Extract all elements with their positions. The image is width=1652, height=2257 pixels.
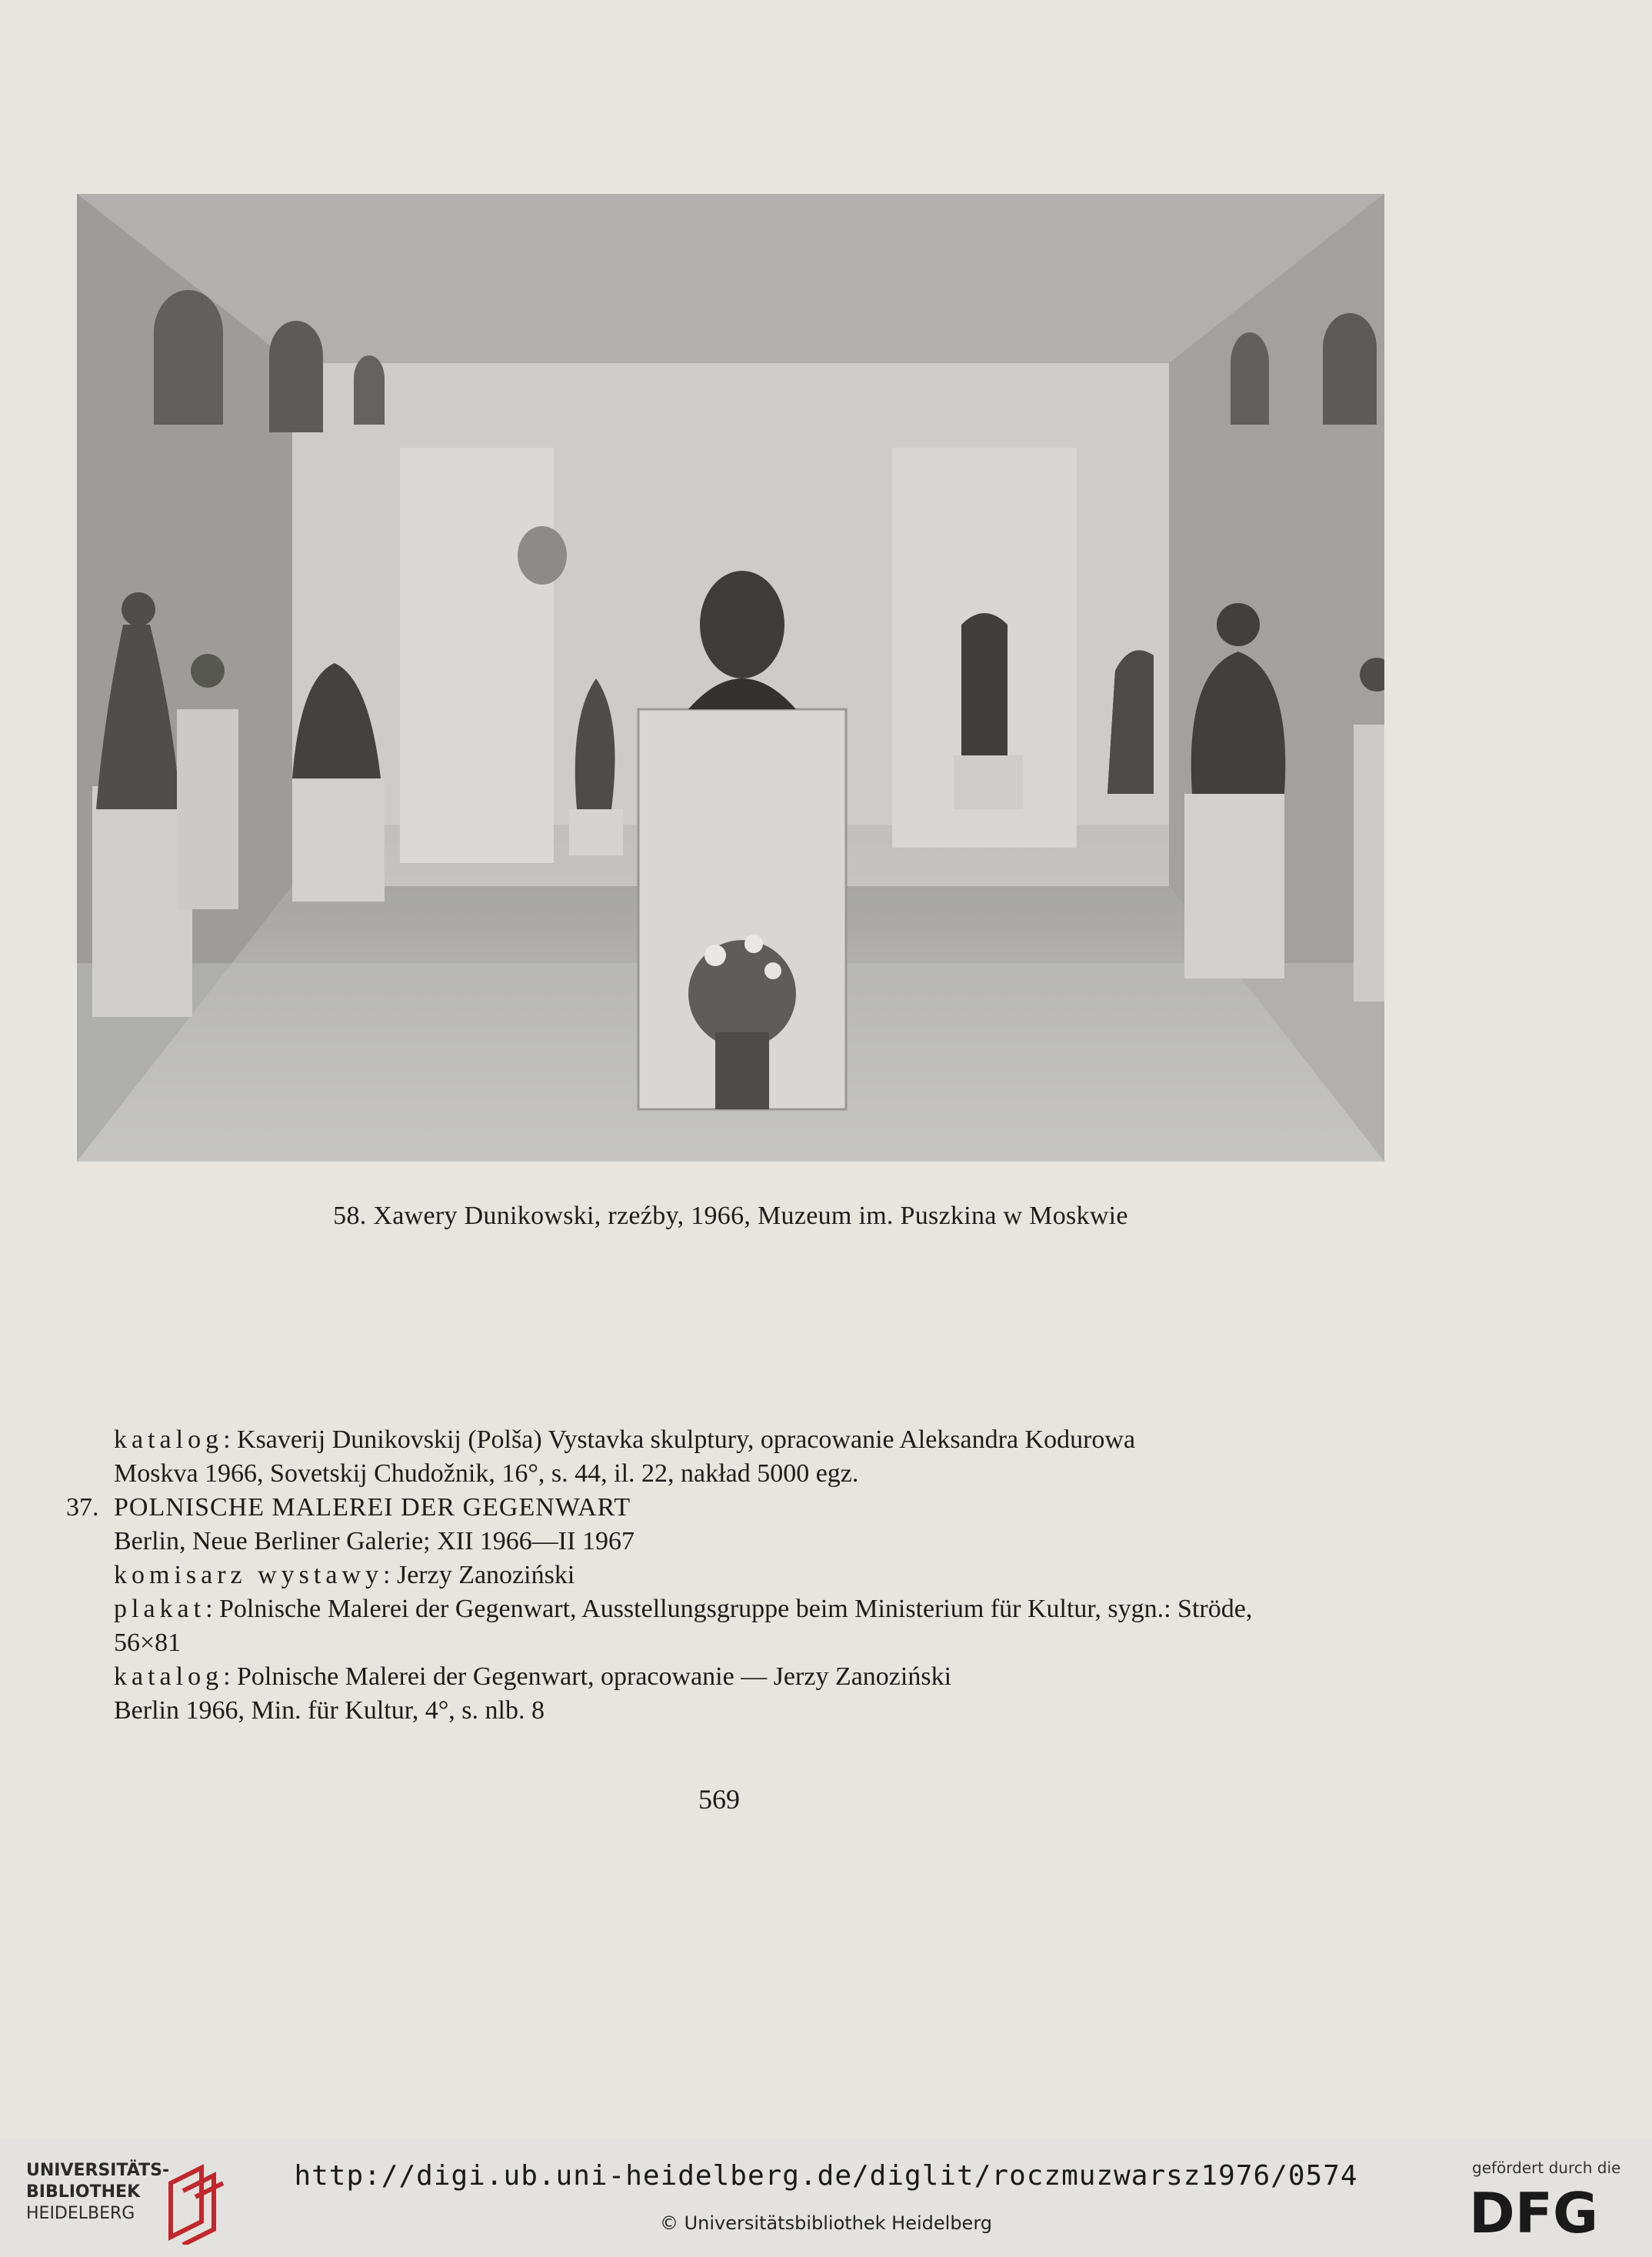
field-value: Berlin 1966, Min. für Kultur, 4°, s. nlb. 8 <box>114 1696 545 1725</box>
field-value: : Polnische Malerei der Gegenwart, opracowanie — Jerzy Zanoziński <box>223 1662 952 1691</box>
text-line <box>114 1457 1391 1491</box>
entry-number: 37. <box>66 1493 99 1522</box>
field-label: plakat <box>114 1595 206 1623</box>
field-value: Berlin, Neue Berliner Galerie; XII 1966—II 1967 <box>114 1527 634 1555</box>
digitization-footer <box>0 2139 1652 2257</box>
copyright-notice: © Universitätsbibliothek Heidelberg <box>659 2212 992 2234</box>
field-value: : Polnische Malerei der Gegenwart, Ausstellungsgruppe beim Ministerium für Kultur, sygn.: Ströde, <box>205 1595 1253 1623</box>
page-number: 569 <box>698 1784 740 1815</box>
dfg-logo-text: DFG <box>1469 2185 1599 2239</box>
entry-title: POLNISCHE MALEREI DER GEGENWART <box>114 1493 631 1522</box>
library-name-line: HEIDELBERG <box>26 2204 135 2223</box>
text-line <box>114 1525 1391 1559</box>
field-value: 56×81 <box>114 1629 182 1657</box>
field-value: Moskva 1966, Sovetskij Chudožnik, 16°, s. 44, il. 22, nakład 5000 egz. <box>114 1459 859 1488</box>
catalog-text-block <box>66 1423 1391 1728</box>
text-line <box>114 1592 1391 1626</box>
catalog-entry-36-continued <box>114 1423 1391 1491</box>
field-value: : Jerzy Zanoziński <box>383 1561 575 1589</box>
dfg-logo <box>1469 2185 1615 2239</box>
library-name-line: BIBLIOTHEK <box>26 2182 141 2202</box>
field-value: : Ksaverij Dunikovskij (Polša) Vystavka skulptury, opracowanie Aleksandra Kodurowa <box>223 1425 1136 1454</box>
text-line <box>114 1694 1391 1728</box>
permalink-url[interactable]: http://digi.ub.uni-heidelberg.de/diglit/roczmuzwarsz1976/0574 <box>294 2160 1358 2192</box>
field-label: katalog <box>114 1425 224 1454</box>
library-name-line: UNIVERSITÄTS- <box>26 2161 170 2180</box>
entry-heading <box>66 1491 1391 1525</box>
text-line <box>114 1559 1391 1592</box>
field-label: katalog <box>114 1662 224 1691</box>
exhibition-photograph <box>77 194 1384 1162</box>
funding-label: gefördert durch die <box>1472 2159 1621 2177</box>
text-line <box>114 1423 1391 1457</box>
sculpture-gallery-image <box>77 194 1384 1162</box>
field-label: komisarz wystawy <box>114 1561 384 1589</box>
figure-caption: 58. Xawery Dunikowski, rzeźby, 1966, Muzeum im. Puszkina w Moskwie <box>333 1202 1128 1230</box>
catalog-entry-37 <box>66 1491 1391 1728</box>
text-line <box>114 1660 1391 1694</box>
text-line <box>114 1626 1391 1660</box>
